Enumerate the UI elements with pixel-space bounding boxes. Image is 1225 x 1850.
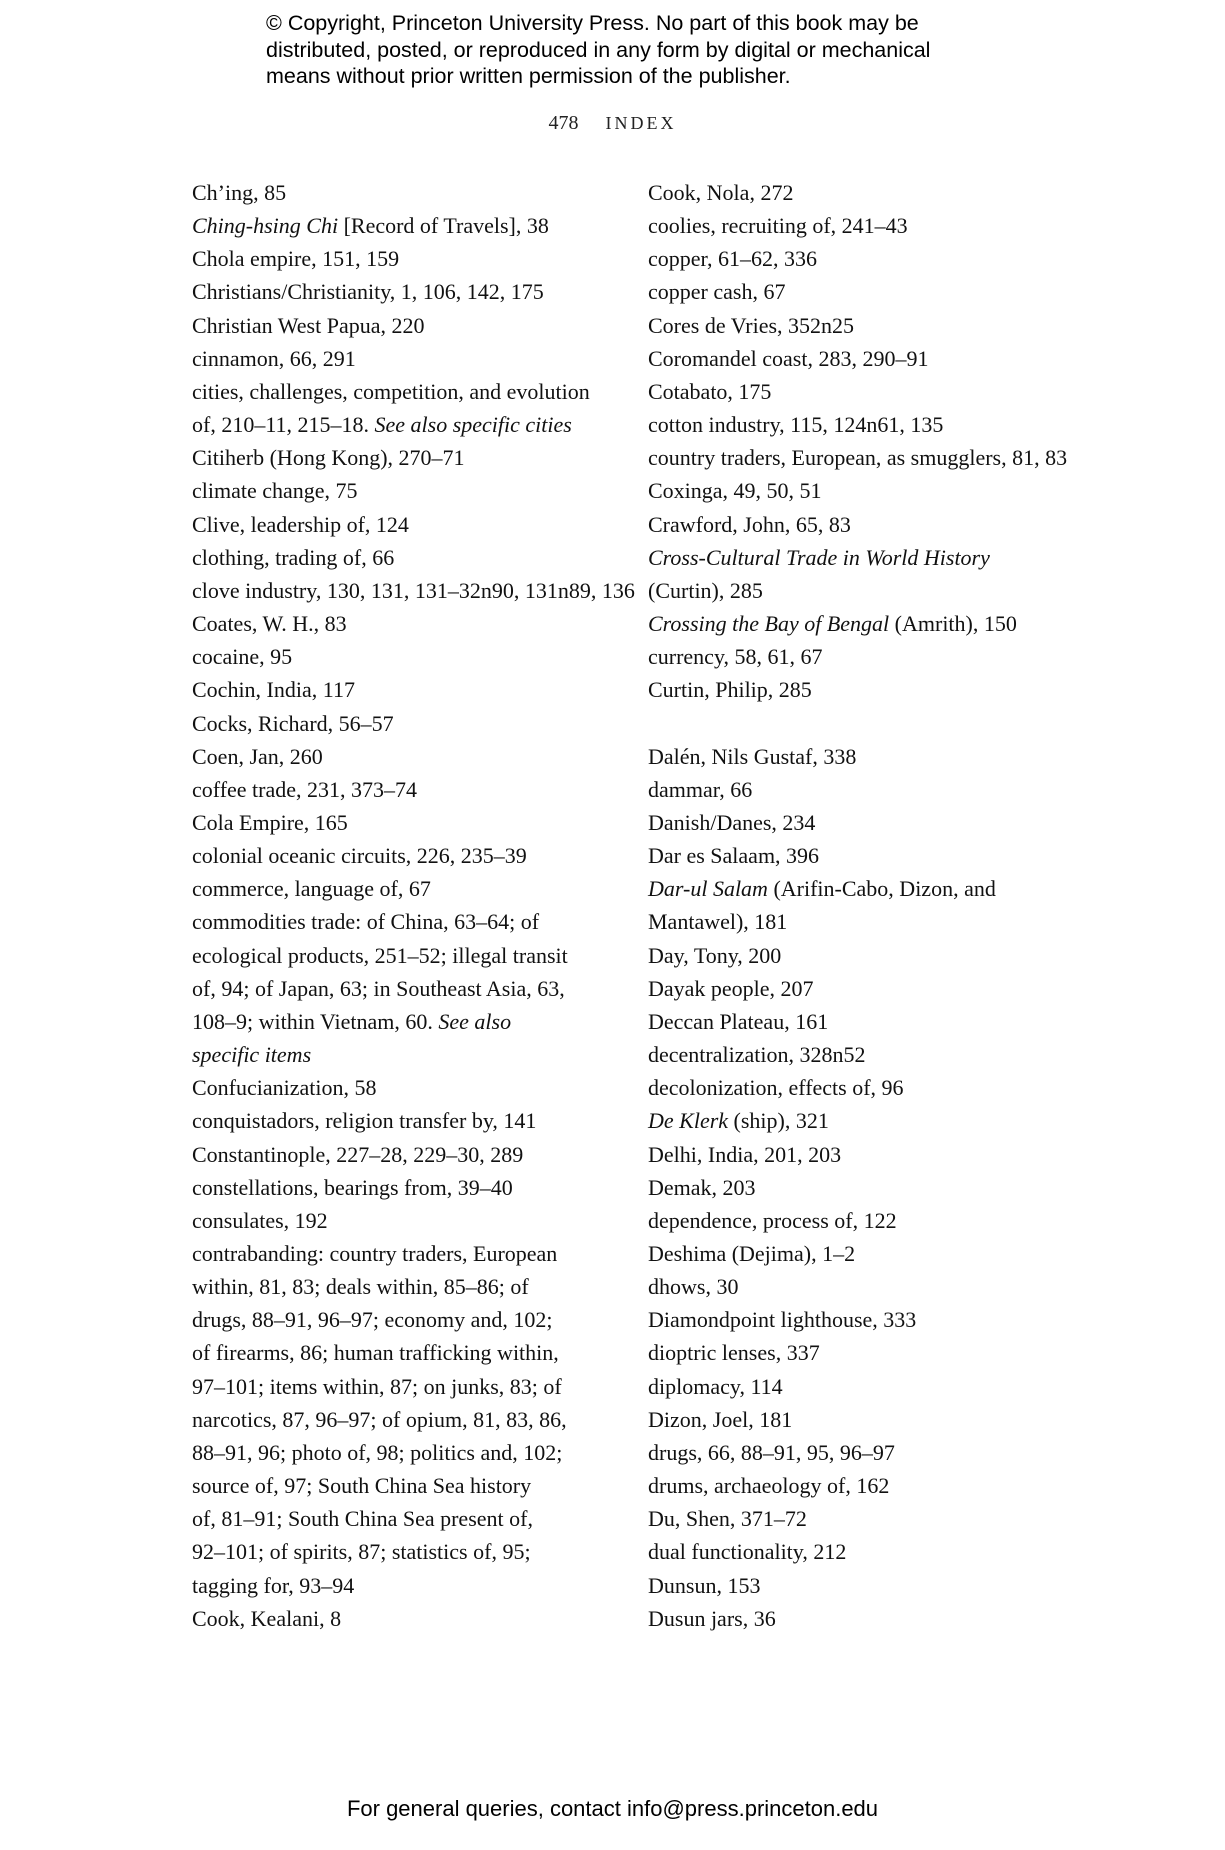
italic-text: De Klerk [648,1108,729,1134]
entry-text: Deccan Plateau, 161 [648,1008,829,1034]
index-entry [648,1038,1093,1071]
index-entry [648,640,1093,673]
entry-text: dhows, 30 [648,1274,739,1300]
entry-text: Christian West Papua, 220 [192,312,425,338]
index-entry-line [192,242,612,275]
index-entry-line [648,375,1093,408]
index-entry [648,342,1093,375]
entry-text: drums, archaeology of, 162 [648,1473,890,1499]
italic-text: specific items [192,1042,312,1068]
entry-text: (Arifin-Cabo, Dizon, and [767,876,996,902]
index-entry [648,408,1093,441]
index-entry-line [192,541,612,574]
entry-text: copper, 61–62, 336 [648,246,817,272]
entry-text: Clive, leadership of, 124 [192,511,409,537]
index-entry-line [648,640,1093,673]
entry-text: of, 81–91; South China Sea present of, [192,1506,533,1532]
index-entry [192,1171,612,1204]
index-entry-line [192,640,612,673]
index-entry-line [192,574,635,607]
index-entry-line [648,1336,1093,1369]
index-entry-line [648,740,1093,773]
index-entry-line [192,707,612,740]
entry-text: dioptric lenses, 337 [648,1340,820,1366]
index-entry [192,1138,612,1171]
entry-text: country traders, European, as smugglers, 81, 83 [648,445,1068,471]
entry-text: commodities trade: of China, 63–64; of [192,909,540,935]
index-entry [192,607,612,640]
entry-text: dammar, 66 [648,776,753,802]
entry-text: drugs, 66, 88–91, 95, 96–97 [648,1439,895,1465]
index-entry [192,872,612,905]
index-entry-line [648,1038,1093,1071]
index-entry-continuation [192,1370,612,1403]
entry-text: Dalén, Nils Gustaf, 338 [648,743,857,769]
entry-text: currency, 58, 61, 67 [648,644,823,670]
entry-text: Dar es Salaam, 396 [648,843,820,869]
index-entry-line [192,806,612,839]
entry-text: of firearms, 86; human trafficking within, [192,1340,559,1366]
index-entry-line [192,441,612,474]
entry-text: [Record of Travels], 38 [338,213,549,239]
index-entry-continuation [192,1336,612,1369]
italic-text: Crossing the Bay of Bengal [648,611,890,637]
entry-text: climate change, 75 [192,478,358,504]
index-entry-line [648,1270,1093,1303]
index-entry-line [648,972,1093,1005]
index-entry [648,474,1093,507]
index-entry [648,740,1093,773]
index-entry [648,607,1093,640]
index-entry-continuation [192,1303,612,1336]
index-entry-continuation [192,1005,612,1038]
entry-text: Coates, W. H., 83 [192,611,347,637]
footer-contact: For general queries, contact info@press.princeton.edu [346,1796,879,1821]
entry-text: Demak, 203 [648,1174,756,1200]
entry-text: Cook, Kealani, 8 [192,1605,342,1631]
index-entry [192,1104,612,1137]
entry-text: coolies, recruiting of, 241–43 [648,213,908,239]
index-entry-line [648,839,1093,872]
index-entry [648,1535,1093,1568]
entry-text: Ch’ing, 85 [192,180,287,205]
index-entry-line [192,209,612,242]
index-entry-line [192,275,612,308]
entry-text: Delhi, India, 201, 203 [648,1141,842,1167]
index-entry [648,972,1093,1005]
index-entry-line [648,474,1093,507]
index-entry-line [192,1602,612,1635]
entry-text: (Curtin), 285 [648,577,763,603]
entry-text: Constantinople, 227–28, 229–30, 289 [192,1141,524,1167]
index-entry [648,508,1093,541]
italic-text: See also specific cities [374,412,572,438]
entry-text: Dunsun, 153 [648,1572,761,1598]
index-entry-line [648,209,1093,242]
entry-text: Cores de Vries, 352n25 [648,312,855,338]
index-entry-line [648,1237,1093,1270]
entry-text: coffee trade, 231, 373–74 [192,776,418,802]
entry-text: Chola empire, 151, 159 [192,246,400,272]
entry-text: constellations, bearings from, 39–40 [192,1174,513,1200]
index-entry-line [648,342,1093,375]
entry-text: narcotics, 87, 96–97; of opium, 81, 83, 86, [192,1406,567,1432]
index-entry [192,1602,612,1635]
entry-text: Cocks, Richard, 56–57 [192,710,394,736]
index-entry-line [648,408,1093,441]
index-entry-continuation [648,574,1093,607]
entry-text: clothing, trading of, 66 [192,544,395,570]
index-entry-continuation [192,1038,612,1071]
index-entry-line [648,1602,1093,1635]
index-entry [192,342,612,375]
index-entry-line [648,872,1093,905]
index-entry [192,839,612,872]
entry-text: Christians/Christianity, 1, 106, 142, 175 [192,279,544,305]
index-entry-line [648,1071,1093,1104]
index-entry [648,1171,1093,1204]
index-entry [648,1403,1093,1436]
index-entry [648,806,1093,839]
entry-text: (Amrith), 150 [889,611,1017,637]
index-entry [192,707,612,740]
index-entry [648,1436,1093,1469]
index-entry-line [648,1469,1093,1502]
index-entry [648,1303,1093,1336]
index-entry-line [192,1071,612,1104]
index-entry [648,541,1093,607]
index-entry [192,441,612,474]
entry-text: diplomacy, 114 [648,1373,783,1399]
index-entry-line [648,441,1093,474]
entry-text: dependence, process of, 122 [648,1207,897,1233]
running-head-title: INDEX [605,113,677,133]
index-entry [192,806,612,839]
entry-text: drugs, 88–91, 96–97; economy and, 102; [192,1307,553,1333]
index-entry-line [192,176,612,209]
index-entry [648,275,1093,308]
index-entry-line [648,176,1093,209]
index-entry-line [192,905,612,938]
index-entry [192,673,612,706]
index-column-right [648,176,1093,1635]
index-entry-continuation [192,1502,612,1535]
index-entry-continuation [192,1535,612,1568]
index-entry-line [648,1138,1093,1171]
index-entry-continuation [192,1403,612,1436]
index-entry [192,209,612,242]
entry-text: 108–9; within Vietnam, 60. [192,1008,439,1034]
index-entry [648,1005,1093,1038]
index-entry-line [192,1237,612,1270]
index-entry-line [648,309,1093,342]
entry-text: Diamondpoint lighthouse, 333 [648,1307,917,1333]
italic-text: Ching-hsing Chi [192,213,339,239]
index-entry [648,441,1093,474]
index-entry-continuation [192,972,612,1005]
italic-text: Cross-Cultural Trade in World History [648,544,990,570]
index-entry [648,1071,1093,1104]
entry-text: colonial oceanic circuits, 226, 235–39 [192,843,527,869]
index-entry-continuation [192,1270,612,1303]
index-entry [648,375,1093,408]
entry-text: ecological products, 251–52; illegal transit [192,942,568,968]
italic-text: See also [438,1008,512,1034]
index-entry-line [648,773,1093,806]
entry-text: Danish/Danes, 234 [648,809,816,835]
index-entry [192,375,612,441]
index-entry-line [192,309,612,342]
index-entry-line [648,939,1093,972]
entry-text: Confucianization, 58 [192,1075,377,1101]
entry-text: decentralization, 328n52 [648,1042,866,1068]
copyright-line: means without prior written permission of the publisher. [266,64,791,88]
index-entry [192,541,612,574]
entry-text: copper cash, 67 [648,279,786,305]
index-entry-line [648,1502,1093,1535]
entry-text: conquistadors, religion transfer by, 141 [192,1108,537,1134]
entry-text: cocaine, 95 [192,644,293,670]
entry-text: Cola Empire, 165 [192,809,348,835]
entry-text: (ship), 321 [728,1108,829,1134]
index-entry-line [192,1138,612,1171]
index-column-left [192,176,635,1635]
index-entry [648,872,1093,938]
index-entry-continuation [192,939,612,972]
index-entry [192,474,612,507]
index-entry-line [192,474,612,507]
entry-text: Cochin, India, 117 [192,677,355,703]
index-entry-continuation [192,408,612,441]
index-entry-line [192,607,612,640]
index-entry [648,673,1093,706]
index-entry-line [648,806,1093,839]
index-entry-line [648,1436,1093,1469]
index-entry-line [192,740,612,773]
copyright-line: © Copyright, Princeton University Press. No part of this book may be [266,11,919,35]
index-entry-line [648,1005,1093,1038]
index-entry [648,1204,1093,1237]
index-entry-line [648,1303,1093,1336]
entry-text: of, 210–11, 215–18. [192,412,375,438]
index-entry [192,508,612,541]
entry-text: Deshima (Dejima), 1–2 [648,1240,856,1266]
index-entry [648,1336,1093,1369]
index-entry-line [648,673,1093,706]
entry-text: Citiherb (Hong Kong), 270–71 [192,445,465,471]
index-entry [648,242,1093,275]
index-entry-continuation [192,1469,612,1502]
index-entry-line [648,508,1093,541]
entry-text: contrabanding: country traders, European [192,1241,558,1266]
index-entry [192,905,612,1071]
italic-text: Dar-ul Salam [648,876,768,902]
index-entry-line [192,872,612,905]
index-entry [648,1237,1093,1270]
index-entry-line [192,773,612,806]
page-number: 478 [548,112,579,134]
entry-text: commerce, language of, 67 [192,876,431,902]
entry-text: 92–101; of spirits, 87; statistics of, 95; [192,1539,531,1565]
running-head [0,112,1225,135]
index-entry [648,309,1093,342]
index-entry [648,939,1093,972]
entry-text: tagging for, 93–94 [192,1572,355,1598]
index-entry [192,740,612,773]
index-entry [648,1502,1093,1535]
index-entry [192,574,635,607]
index-entry-line [648,1403,1093,1436]
index-entry-line [648,1569,1093,1602]
entry-text: 88–91, 96; photo of, 98; politics and, 102; [192,1439,563,1465]
index-entry-line [192,508,612,541]
index-entry [648,1370,1093,1403]
index-entry-continuation [192,1569,612,1602]
index-entry [648,773,1093,806]
entry-text: Day, Tony, 200 [648,942,782,968]
letter-group-gap [648,707,1093,740]
entry-text: Coromandel coast, 283, 290–91 [648,345,929,371]
index-entry-line [648,1370,1093,1403]
copyright-line: distributed, posted, or reproduced in any form by digital or mechanical [266,37,931,62]
entry-text: Cotabato, 175 [648,378,772,404]
index-entry [192,1204,612,1237]
entry-text: Du, Shen, 371–72 [648,1506,807,1532]
index-entry-line [648,1535,1093,1568]
index-entry [192,1071,612,1104]
index-entry-line [192,673,612,706]
entry-text: Mantawel), 181 [648,909,788,935]
entry-text: of, 94; of Japan, 63; in Southeast Asia, 63, [192,975,565,1001]
index-entry-line [192,1204,612,1237]
entry-text: cotton industry, 115, 124n61, 135 [648,412,944,438]
index-entry [192,309,612,342]
entry-text: Dizon, Joel, 181 [648,1406,793,1432]
index-entry-line [192,839,612,872]
index-entry [648,1270,1093,1303]
index-entry-line [648,1171,1093,1204]
entry-text: source of, 97; South China Sea history [192,1473,532,1499]
entry-text: Coxinga, 49, 50, 51 [648,478,822,504]
index-entry-line [648,541,1093,574]
entry-text: cinnamon, 66, 291 [192,345,356,371]
entry-text: Curtin, Philip, 285 [648,677,812,703]
index-entry-line [648,607,1093,640]
index-entry [192,176,612,209]
entry-text: consulates, 192 [192,1207,328,1233]
index-entry-line [648,275,1093,308]
index-entry [648,1569,1093,1602]
index-entry-line [192,342,612,375]
index-entry [648,176,1093,209]
index-entry [648,1104,1093,1137]
index-entry [648,839,1093,872]
index-entry [648,1469,1093,1502]
index-entry [192,773,612,806]
index-entry-continuation [192,1436,612,1469]
index-entry-continuation [648,905,1093,938]
index-entry [648,1602,1093,1635]
index-entry [192,1237,612,1602]
entry-text: Cook, Nola, 272 [648,180,794,205]
copyright-notice [266,10,1026,90]
index-entry-line [648,242,1093,275]
entry-text: within, 81, 83; deals within, 85–86; of [192,1274,529,1300]
index-entry [192,242,612,275]
entry-text: Dusun jars, 36 [648,1605,776,1631]
index-entry-line [648,1104,1093,1137]
entry-text: Dayak people, 207 [648,975,814,1001]
entry-text: clove industry, 130, 131, 131–32n90, 131n89, 136 [192,577,635,603]
index-entry [192,275,612,308]
index-entry [648,209,1093,242]
entry-text: decolonization, effects of, 96 [648,1075,904,1101]
entry-text: cities, challenges, competition, and evolution [192,378,590,404]
entry-text: Crawford, John, 65, 83 [648,511,851,537]
entry-text: Coen, Jan, 260 [192,743,323,769]
index-entry-line [192,1171,612,1204]
index-entry-line [192,1104,612,1137]
index-entry [648,1138,1093,1171]
index-entry [192,640,612,673]
index-entry-line [192,375,612,408]
entry-text: 97–101; items within, 87; on junks, 83; of [192,1373,562,1399]
entry-text: dual functionality, 212 [648,1539,847,1565]
index-entry-line [648,1204,1093,1237]
